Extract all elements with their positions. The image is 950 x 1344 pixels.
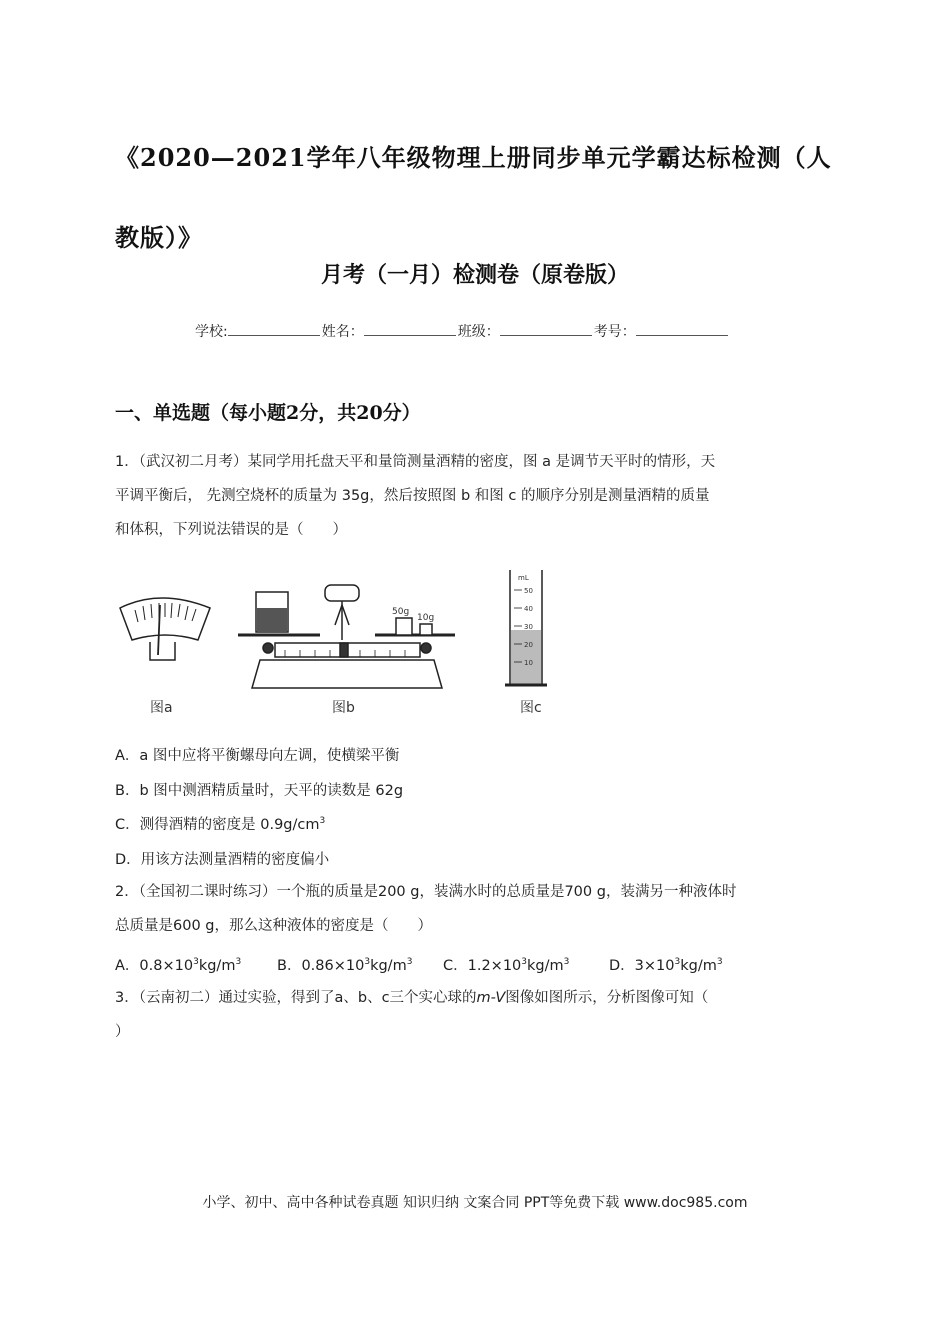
question-2-option-d[interactable] [609, 954, 723, 975]
question-1-option-c[interactable] [115, 813, 325, 834]
cylinder-tick-label: 20 [524, 641, 533, 649]
figure-a-label: 图a [150, 700, 173, 716]
cylinder-tick-label: 50 [524, 587, 533, 595]
question-1-figure [110, 560, 560, 720]
name-label: 姓名： [321, 324, 364, 340]
cylinder-tick-label: 10 [524, 659, 533, 667]
question-1-line: 1．（武汉初二月考）某同学用托盘天平和量筒测量酒精的密度，图 a 是调节天平时的情形，天 [115, 454, 716, 470]
option-c-unit: kg/m [527, 958, 564, 974]
question-1-option-a[interactable]: A．a 图中应将平衡螺母向左调，使横梁平衡 [115, 748, 400, 764]
question-2 [115, 875, 835, 943]
question-1-line: 平调平衡后， 先测空烧杯的质量为 35g，然后按照图 b 和图 c 的顺序分别是测量酒精的质量 [115, 488, 710, 504]
question-2-line: 2．（全国初二课时练习）一个瓶的质量是200 g，装满水时的总质量是700 g，装满另一种液体时 [115, 884, 737, 900]
option-b-unit: kg/m [370, 958, 407, 974]
option-a-unit: kg/m [198, 958, 236, 974]
section-title: 一、单选题（每小题2分，共20分） [115, 402, 421, 424]
footer-text: 小学、初中、高中各种试卷真题 知识归纳 文案合同 PPT等免费下载 www.doc985.com [202, 1195, 748, 1211]
question-1-line: 和体积，下列说法错误的是（ ） [115, 522, 347, 538]
question-2-option-a[interactable] [115, 954, 277, 975]
school-blank[interactable] [228, 323, 320, 336]
question-3-mv: m-V [476, 990, 506, 1006]
option-c-unit-exp: 3 [563, 957, 570, 968]
question-1 [115, 445, 835, 547]
question-1-option-b[interactable]: B．b 图中测酒精质量时，天平的读数是 62g [115, 783, 404, 799]
figure-a-scale [120, 598, 210, 660]
class-blank[interactable] [500, 323, 592, 336]
student-info-line [195, 321, 730, 341]
question-2-option-c[interactable] [443, 954, 609, 975]
option-d-text: D．3×10 [609, 958, 675, 974]
document-title: 《2020—2021学年八年级物理上册同步单元学霸达标检测（人教版）》 [115, 143, 832, 252]
figure-c-label: 图c [520, 700, 542, 716]
question-2-options [115, 954, 723, 975]
option-b-text: B．0.86×10 [277, 958, 365, 974]
option-c-exp: 3 [521, 957, 528, 968]
option-a-unit-exp: 3 [235, 957, 242, 968]
figure-b-balance [238, 585, 455, 688]
option-a-text: A．0.8×10 [115, 958, 194, 974]
option-c-text: C．1.2×10 [443, 958, 522, 974]
cylinder-unit: mL [518, 574, 529, 582]
name-blank[interactable] [364, 323, 456, 336]
exam-number-label: 考号： [593, 324, 636, 340]
question-2-option-b[interactable] [277, 954, 443, 975]
question-3-line [115, 981, 835, 1015]
question-3-text-cont: 图像如图所示，分析图像可知（ [505, 990, 709, 1006]
option-b-unit-exp: 3 [406, 957, 413, 968]
question-1-option-d[interactable]: D．用该方法测量酒精的密度偏小 [115, 852, 330, 868]
question-3-text: 3．（云南初二）通过实验，得到了a、b、c三个实心球的 [115, 990, 477, 1006]
class-label: 班级： [457, 324, 500, 340]
weight-10g-label: 10g [417, 613, 435, 623]
question-3 [115, 981, 835, 1049]
option-d-exp: 3 [674, 957, 681, 968]
cylinder-tick-label: 40 [524, 605, 533, 613]
option-c-exponent: 3 [319, 816, 326, 827]
school-label: 学校: [195, 324, 228, 340]
option-a-exp: 3 [193, 957, 199, 968]
option-b-exp: 3 [364, 957, 371, 968]
exam-title: 月考（一月）检测卷（原卷版） [320, 262, 629, 288]
exam-number-blank[interactable] [636, 323, 728, 336]
question-3-line: ） [115, 1024, 130, 1040]
question-2-line: 总质量是600 g，那么这种液体的密度是（ ） [115, 918, 432, 934]
figure-b-label: 图b [332, 700, 355, 716]
cylinder-tick-label: 30 [524, 623, 533, 631]
option-c-text: C．测得酒精的密度是 0.9g/cm [115, 817, 320, 833]
weight-50g-label: 50g [392, 607, 410, 617]
option-d-unit-exp: 3 [716, 957, 723, 968]
option-d-unit: kg/m [680, 958, 717, 974]
